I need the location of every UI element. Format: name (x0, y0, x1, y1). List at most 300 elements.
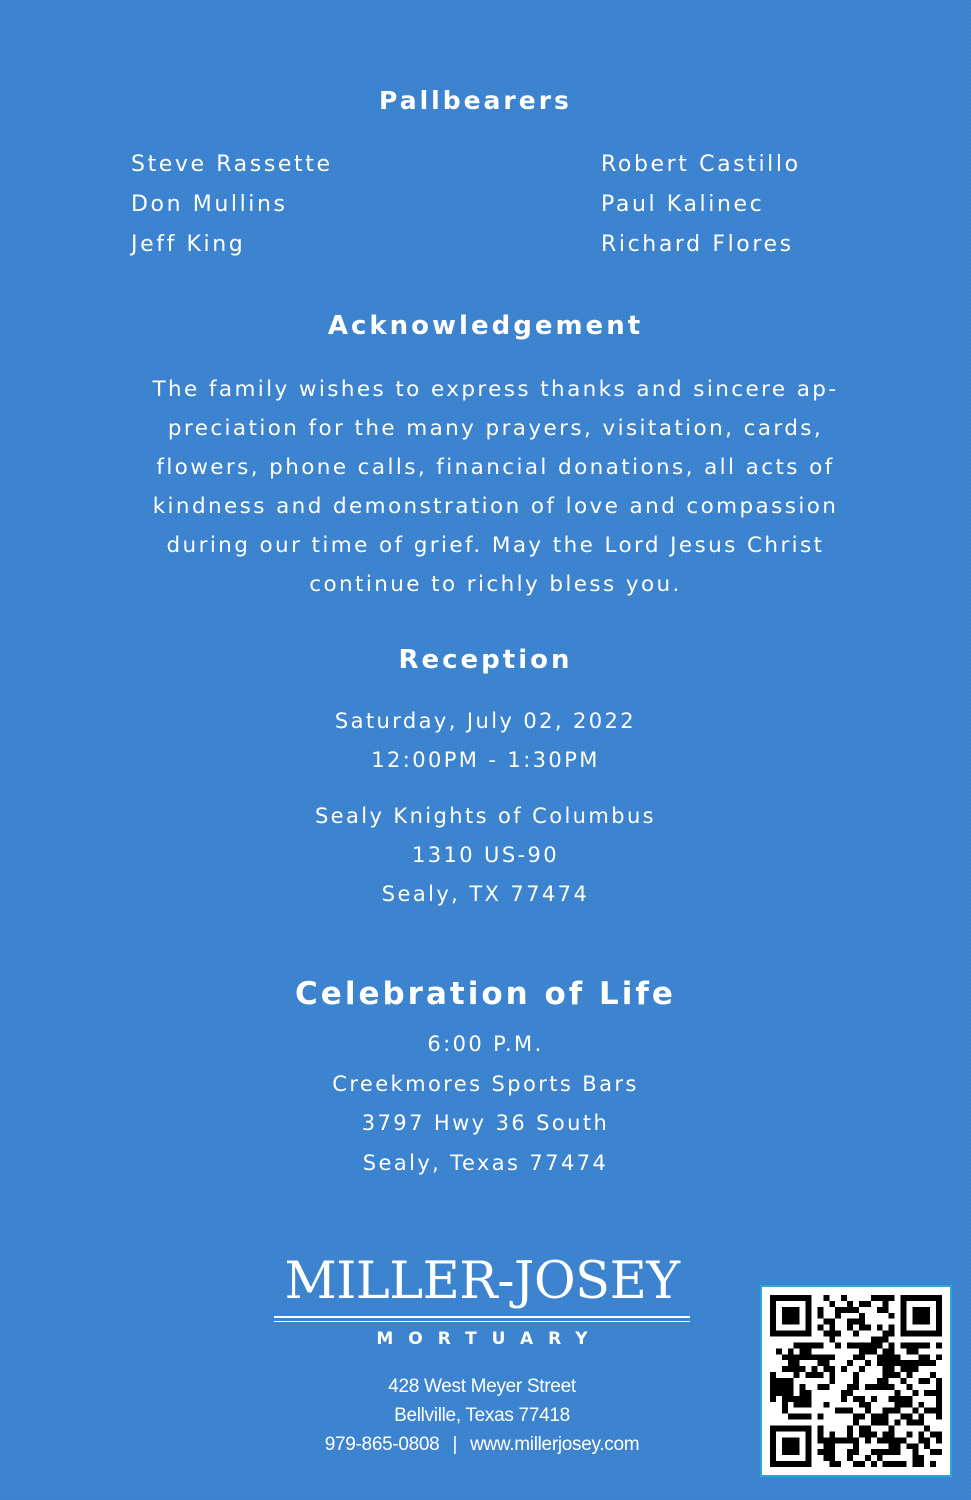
qr-module (900, 1360, 906, 1366)
reception-datetime (0, 702, 971, 780)
qr-module (877, 1384, 883, 1390)
celebration-time: 6:00 P.M. (427, 1032, 544, 1056)
qr-module (900, 1331, 906, 1337)
qr-module (823, 1360, 829, 1366)
qr-module (936, 1414, 942, 1420)
qr-module (823, 1354, 829, 1360)
qr-module (865, 1342, 871, 1348)
qr-module (936, 1437, 942, 1443)
qr-module (770, 1449, 776, 1455)
qr-module (817, 1449, 823, 1455)
qr-module (770, 1313, 776, 1319)
qr-module (812, 1372, 818, 1378)
mortuary-website-link[interactable]: www.millerjosey.com (470, 1434, 640, 1455)
qr-module (770, 1325, 776, 1331)
qr-module (877, 1360, 883, 1366)
qr-module (877, 1378, 883, 1384)
qr-module (782, 1295, 788, 1301)
qr-module (776, 1378, 782, 1384)
qr-module (936, 1331, 942, 1337)
qr-module (865, 1425, 871, 1431)
qr-module (794, 1437, 800, 1443)
qr-module (782, 1425, 788, 1431)
qr-module (889, 1449, 895, 1455)
qr-module (853, 1443, 859, 1449)
qr-module (900, 1402, 906, 1408)
pallbearer-name: Steve Rassette (131, 152, 333, 177)
qr-module (782, 1408, 788, 1414)
qr-module (883, 1337, 889, 1343)
qr-module (800, 1384, 806, 1390)
qr-module (877, 1414, 883, 1420)
acknowledgement-line: The family wishes to express thanks and sincere ap- (152, 377, 839, 402)
qr-module (900, 1366, 906, 1372)
acknowledgement-heading: Acknowledgement (327, 311, 644, 341)
qr-module (883, 1348, 889, 1354)
qr-module (806, 1414, 812, 1420)
qr-module (823, 1319, 829, 1325)
qr-module (829, 1437, 835, 1443)
qr-module (782, 1384, 788, 1390)
qr-module (806, 1402, 812, 1408)
qr-module (847, 1431, 853, 1437)
qr-module (930, 1408, 936, 1414)
reception-street: 1310 US-90 (411, 843, 560, 867)
qr-module (912, 1443, 918, 1449)
qr-module (924, 1307, 930, 1313)
celebration-heading: Celebration of Life (295, 976, 676, 1012)
qr-module (782, 1390, 788, 1396)
qr-module (918, 1354, 924, 1360)
qr-module (871, 1337, 877, 1343)
qr-module (906, 1420, 912, 1426)
qr-module (817, 1372, 823, 1378)
qr-module (806, 1313, 812, 1319)
qr-module (829, 1325, 835, 1331)
qr-module (782, 1449, 788, 1455)
qr-module (918, 1319, 924, 1325)
qr-module (817, 1431, 823, 1437)
qr-module (782, 1366, 788, 1372)
qr-module (924, 1295, 930, 1301)
qr-module (912, 1360, 918, 1366)
qr-module (812, 1354, 818, 1360)
qr-module (912, 1455, 918, 1461)
qr-module (829, 1337, 835, 1343)
celebration-details (0, 1025, 971, 1183)
qr-module (924, 1313, 930, 1319)
qr-module (877, 1337, 883, 1343)
qr-module (865, 1325, 871, 1331)
qr-module (859, 1301, 865, 1307)
qr-module (788, 1443, 794, 1449)
reception-venue: Sealy Knights of Columbus (314, 804, 657, 828)
acknowledgement-line: during our time of grief. May the Lord Jesus Christ (166, 533, 825, 558)
qr-module (883, 1378, 889, 1384)
pallbearers-heading: Pallbearers (379, 86, 572, 115)
qr-module (835, 1437, 841, 1443)
qr-module (853, 1396, 859, 1402)
qr-module (936, 1301, 942, 1307)
reception-city: Sealy, TX 77474 (381, 882, 590, 906)
qr-module (883, 1307, 889, 1313)
qr-module (883, 1331, 889, 1337)
qr-module (918, 1431, 924, 1437)
qr-module (806, 1372, 812, 1378)
qr-module (817, 1307, 823, 1313)
qr-module (859, 1425, 865, 1431)
qr-module (794, 1414, 800, 1420)
qr-module (895, 1402, 901, 1408)
qr-module (918, 1295, 924, 1301)
qr-module (906, 1396, 912, 1402)
qr-module (900, 1396, 906, 1402)
celebration-city: Sealy, Texas 77474 (362, 1150, 609, 1175)
qr-module (936, 1354, 942, 1360)
qr-module (924, 1319, 930, 1325)
qr-module (918, 1313, 924, 1319)
qr-module (835, 1331, 841, 1337)
qr-module (782, 1313, 788, 1319)
mortuary-subtitle: MORTUARY (376, 1329, 603, 1349)
qr-module (782, 1331, 788, 1337)
qr-module (853, 1420, 859, 1426)
qr-module (930, 1390, 936, 1396)
qr-module (900, 1414, 906, 1420)
qr-module (782, 1319, 788, 1325)
separator: | (452, 1434, 458, 1455)
qr-module (794, 1443, 800, 1449)
qr-module (806, 1437, 812, 1443)
qr-module (900, 1325, 906, 1331)
qr-module (918, 1360, 924, 1366)
acknowledgement-line: continue to richly bless you. (309, 572, 682, 597)
qr-module (788, 1384, 794, 1390)
qr-module (770, 1455, 776, 1461)
qr-module (823, 1455, 829, 1461)
qr-module (912, 1342, 918, 1348)
qr-module (895, 1354, 901, 1360)
qr-module (912, 1313, 918, 1319)
qr-module (900, 1378, 906, 1384)
qr-module (788, 1360, 794, 1366)
qr-module (800, 1295, 806, 1301)
qr-module (770, 1437, 776, 1443)
qr-module (800, 1461, 806, 1467)
qr-module (924, 1408, 930, 1414)
qr-module (924, 1378, 930, 1384)
qr-module (924, 1425, 930, 1431)
qr-module (912, 1331, 918, 1337)
qr-module (912, 1295, 918, 1301)
qr-module (794, 1396, 800, 1402)
qr-module (794, 1295, 800, 1301)
qr-module (865, 1437, 871, 1443)
qr-module (800, 1366, 806, 1372)
qr-module (895, 1360, 901, 1366)
qr-module (865, 1384, 871, 1390)
celebration-street: 3797 Hwy 36 South (361, 1111, 610, 1135)
qr-module (788, 1295, 794, 1301)
qr-module (877, 1437, 883, 1443)
acknowledgement-line: preciation for the many prayers, visitation, cards, (167, 416, 824, 441)
qr-module (835, 1307, 841, 1313)
qr-module (865, 1360, 871, 1366)
qr-module (800, 1414, 806, 1420)
qr-module (829, 1319, 835, 1325)
qr-module (788, 1378, 794, 1384)
qr-module (841, 1396, 847, 1402)
qr-module (895, 1372, 901, 1378)
qr-module (883, 1408, 889, 1414)
qr-module (853, 1307, 859, 1313)
qr-module (871, 1449, 877, 1455)
qr-module (847, 1384, 853, 1390)
qr-module (800, 1342, 806, 1348)
qr-module (782, 1402, 788, 1408)
qr-module (918, 1331, 924, 1337)
qr-module (823, 1295, 829, 1301)
qr-module (918, 1378, 924, 1384)
qr-module (883, 1414, 889, 1420)
qr-module (782, 1437, 788, 1443)
qr-module (782, 1443, 788, 1449)
qr-module (829, 1331, 835, 1337)
qr-module (853, 1384, 859, 1390)
qr-module (877, 1342, 883, 1348)
qr-module (788, 1425, 794, 1431)
qr-code[interactable] (760, 1285, 952, 1477)
pallbearer-name: Jeff King (131, 232, 246, 257)
qr-module (800, 1396, 806, 1402)
qr-module (906, 1443, 912, 1449)
qr-module (871, 1342, 877, 1348)
qr-module (924, 1443, 930, 1449)
qr-module (806, 1319, 812, 1325)
qr-module (806, 1425, 812, 1431)
qr-module (800, 1402, 806, 1408)
qr-module (936, 1295, 942, 1301)
qr-module (770, 1295, 776, 1301)
qr-module (823, 1384, 829, 1390)
qr-module (853, 1449, 859, 1455)
qr-module (895, 1443, 901, 1449)
qr-module (918, 1437, 924, 1443)
acknowledgement-line: kindness and demonstration of love and compassion (152, 494, 839, 519)
qr-module (853, 1354, 859, 1360)
qr-module (889, 1443, 895, 1449)
celebration-venue: Creekmores Sports Bars (332, 1071, 639, 1096)
qr-module (853, 1414, 859, 1420)
qr-module (823, 1402, 829, 1408)
qr-module (936, 1307, 942, 1313)
qr-code-icon (770, 1295, 942, 1467)
qr-module (770, 1443, 776, 1449)
qr-module (782, 1461, 788, 1467)
qr-module (829, 1354, 835, 1360)
qr-module (859, 1396, 865, 1402)
qr-module (883, 1366, 889, 1372)
qr-module (829, 1449, 835, 1455)
qr-module (883, 1354, 889, 1360)
qr-module (912, 1319, 918, 1325)
qr-module (841, 1437, 847, 1443)
qr-module (889, 1313, 895, 1319)
qr-module (924, 1360, 930, 1366)
qr-module (877, 1420, 883, 1426)
qr-module (829, 1443, 835, 1449)
qr-module (936, 1384, 942, 1390)
qr-module (806, 1396, 812, 1402)
qr-module (906, 1384, 912, 1390)
qr-module (788, 1366, 794, 1372)
qr-module (794, 1331, 800, 1337)
qr-module (829, 1366, 835, 1372)
qr-module (895, 1390, 901, 1396)
qr-module (806, 1307, 812, 1313)
qr-module (788, 1348, 794, 1354)
qr-module (883, 1372, 889, 1378)
qr-module (794, 1307, 800, 1313)
qr-module (889, 1461, 895, 1467)
qr-module (865, 1301, 871, 1307)
qr-module (776, 1461, 782, 1467)
qr-module (877, 1325, 883, 1331)
qr-module (794, 1461, 800, 1467)
reception-heading: Reception (398, 645, 573, 675)
qr-module (900, 1461, 906, 1467)
qr-module (918, 1342, 924, 1348)
qr-module (853, 1331, 859, 1337)
qr-module (800, 1354, 806, 1360)
qr-module (817, 1313, 823, 1319)
qr-module (900, 1437, 906, 1443)
qr-module (776, 1390, 782, 1396)
qr-module (794, 1402, 800, 1408)
qr-module (806, 1455, 812, 1461)
mortuary-name: MILLER-JOSEY (284, 1252, 680, 1311)
pallbearer-name: Paul Kalinec (601, 192, 765, 217)
qr-module (912, 1461, 918, 1467)
qr-module (936, 1396, 942, 1402)
qr-module (936, 1390, 942, 1396)
qr-module (835, 1342, 841, 1348)
qr-module (889, 1366, 895, 1372)
qr-module (877, 1449, 883, 1455)
qr-module (847, 1437, 853, 1443)
pallbearer-name: Robert Castillo (601, 152, 801, 177)
qr-module (936, 1408, 942, 1414)
qr-module (829, 1431, 835, 1437)
qr-module (912, 1449, 918, 1455)
qr-module (829, 1455, 835, 1461)
qr-module (906, 1348, 912, 1354)
qr-module (823, 1366, 829, 1372)
qr-module (859, 1348, 865, 1354)
qr-module (865, 1348, 871, 1354)
qr-module (812, 1342, 818, 1348)
qr-module (782, 1354, 788, 1360)
qr-module (859, 1319, 865, 1325)
qr-module (770, 1372, 776, 1378)
pallbearers-right-column (601, 145, 801, 265)
qr-module (883, 1360, 889, 1366)
qr-module (782, 1396, 788, 1402)
qr-module (918, 1420, 924, 1426)
qr-module (847, 1307, 853, 1313)
qr-module (788, 1396, 794, 1402)
qr-module (770, 1378, 776, 1384)
qr-module (770, 1384, 776, 1390)
qr-module (841, 1295, 847, 1301)
qr-module (912, 1307, 918, 1313)
qr-module (841, 1390, 847, 1396)
qr-module (912, 1348, 918, 1354)
qr-module (900, 1313, 906, 1319)
qr-module (853, 1319, 859, 1325)
qr-module (770, 1396, 776, 1402)
qr-module (883, 1295, 889, 1301)
qr-module (895, 1396, 901, 1402)
qr-module (806, 1348, 812, 1354)
qr-module (806, 1443, 812, 1449)
qr-module (900, 1342, 906, 1348)
qr-module (883, 1461, 889, 1467)
qr-module (912, 1408, 918, 1414)
qr-module (806, 1390, 812, 1396)
qr-module (918, 1402, 924, 1408)
qr-module (871, 1348, 877, 1354)
logo-rule (274, 1321, 690, 1322)
qr-module (906, 1414, 912, 1420)
qr-module (806, 1301, 812, 1307)
qr-module (889, 1354, 895, 1360)
qr-module (829, 1461, 835, 1467)
qr-module (900, 1319, 906, 1325)
pallbearer-name: Richard Flores (601, 232, 794, 257)
qr-module (936, 1431, 942, 1437)
qr-module (794, 1342, 800, 1348)
qr-module (936, 1319, 942, 1325)
qr-module (847, 1449, 853, 1455)
qr-module (806, 1461, 812, 1467)
qr-module (823, 1331, 829, 1337)
qr-module (912, 1390, 918, 1396)
qr-module (806, 1331, 812, 1337)
qr-module (770, 1461, 776, 1467)
qr-module (776, 1331, 782, 1337)
qr-module (847, 1325, 853, 1331)
qr-module (895, 1408, 901, 1414)
qr-module (806, 1431, 812, 1437)
qr-module (936, 1313, 942, 1319)
qr-module (865, 1455, 871, 1461)
qr-module (847, 1390, 853, 1396)
qr-module (788, 1390, 794, 1396)
qr-module (841, 1366, 847, 1372)
reception-location (0, 797, 971, 914)
qr-module (770, 1319, 776, 1325)
qr-module (906, 1342, 912, 1348)
qr-module (871, 1396, 877, 1402)
logo-rule (274, 1316, 690, 1318)
qr-module (877, 1354, 883, 1360)
qr-module (906, 1366, 912, 1372)
qr-module (859, 1402, 865, 1408)
qr-module (859, 1313, 865, 1319)
mortuary-address-line1: 428 West Meyer Street (388, 1376, 576, 1397)
qr-module (918, 1307, 924, 1313)
